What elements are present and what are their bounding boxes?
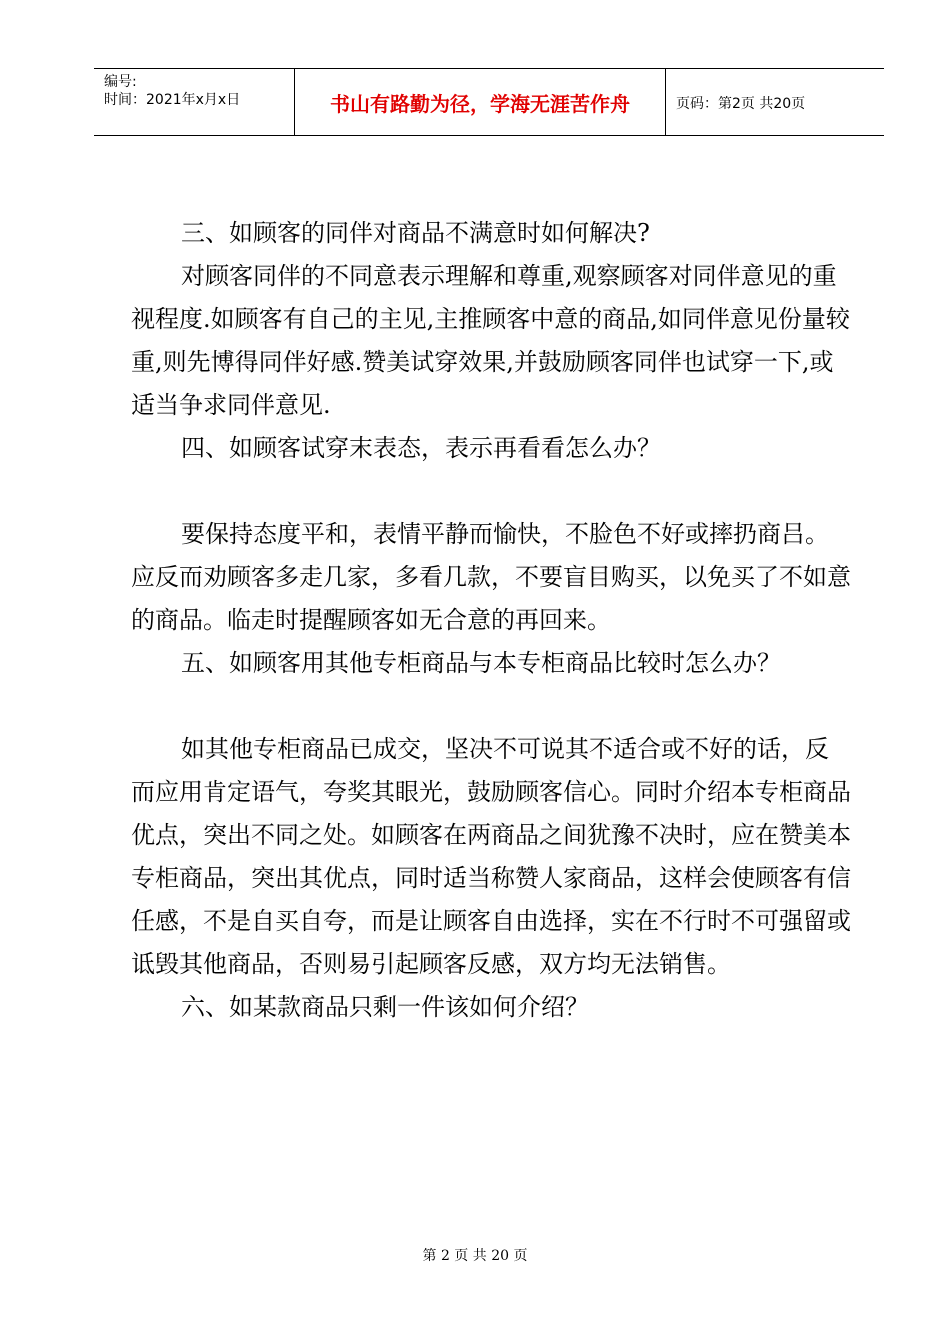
document-number-label: 编号: [104,74,137,90]
document-header [94,68,884,136]
question-4-answer: 要保持态度平和，表情平静而愉快，不脸色不好或摔扔商吕。应反而劝顾客多走几家，多看几款，不要盲目购买，以免买了不如意的商品。临走时提醒顾客如无合意的再回来。 [131,520,851,634]
question-5-heading: 五、如顾客用其他专柜商品与本专柜商品比较时怎么办？ [181,649,781,677]
question-3-answer: 对顾客同伴的不同意表示理解和尊重,观察顾客对同伴意见的重视程度.如顾客有自己的主见,主推顾客中意的商品,如同伴意见份量较重,则先博得同伴好感.赞美试穿效果,并鼓励顾客同伴也试穿一下,或适当争求同伴意见. [131,262,850,419]
header-page-code: 页码：第2页 共20页 [676,96,806,112]
question-3-heading: 三、如顾客的同伴对商品不满意时如何解决? [181,219,650,247]
question-5-answer: 如其他专柜商品已成交，坚决不可说其不适合或不好的话，反而应用肯定语气，夸奖其眼光，鼓励顾客信心。同时介绍本专柜商品优点，突出不同之处。如顾客在两商品之间犹豫不决时，应在赞美本专柜商品，突出其优点，同时适当称赞人家商品，这样会使顾客有信任感，不是自买自夸，而是让顾客自由选择，实在不行时不可强留或诋毁其他商品，否则易引起顾客反感，双方均无法销售。 [131,735,851,978]
document-body [131,212,851,1029]
document-time-label: 时间：2021年x月x日 [104,92,241,108]
page-footer: 第 2 页 共 20 页 [422,1248,528,1264]
question-6-heading: 六、如某款商品只剩一件该如何介绍？ [181,993,589,1021]
header-info-cell [94,69,294,135]
header-motto-cell [294,69,666,135]
paragraph-gap [131,685,851,728]
header-page-cell [666,69,884,135]
question-4-heading: 四、如顾客试穿末表态，表示再看看怎么办？ [181,434,661,462]
paragraph-gap [131,470,851,513]
header-motto: 书山有路勤为径，学海无涯苦作舟 [330,92,630,116]
